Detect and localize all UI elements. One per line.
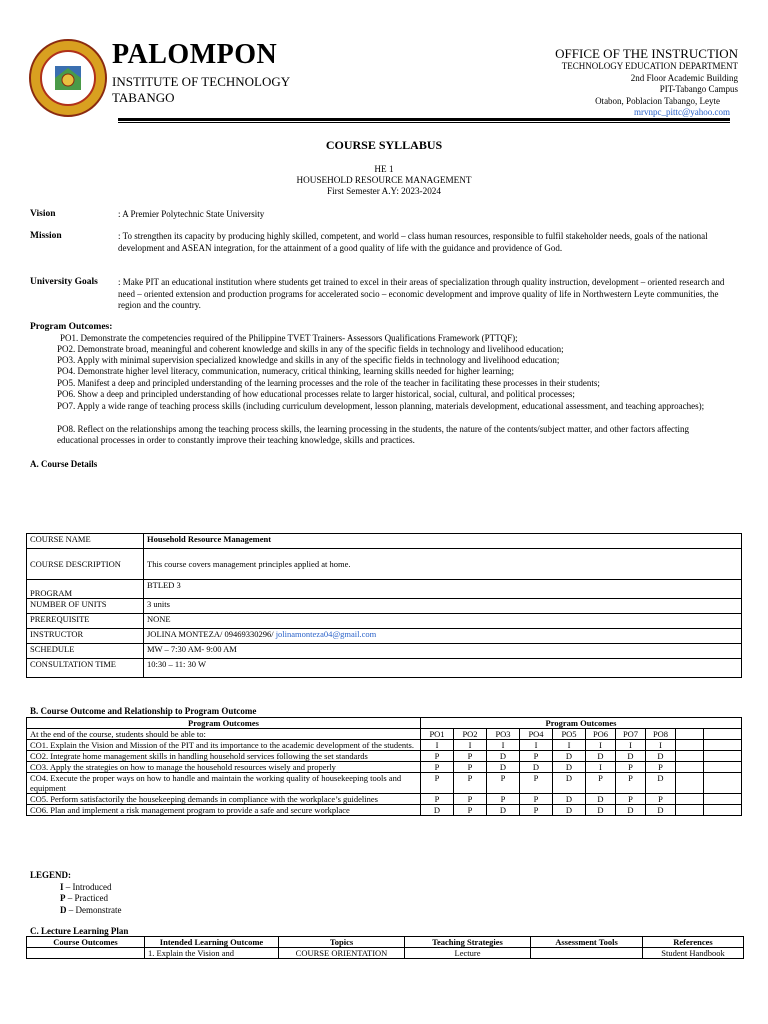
outcome-mark: D [487, 762, 520, 773]
address: Otabon, Poblacion Tabango, Leyte [595, 95, 720, 106]
detail-value [144, 629, 742, 644]
instructor-email-link[interactable]: jolinamonteza04@gmail.com [275, 629, 377, 639]
outcome-mark: I [586, 762, 616, 773]
outcome-mark: P [616, 794, 646, 805]
po-label: PO7 [616, 729, 646, 740]
semester: First Semester A.Y: 2023-2024 [327, 186, 441, 196]
outcome-mark: P [646, 794, 676, 805]
outcome-mark: D [616, 751, 646, 762]
outcome-mark: P [421, 751, 454, 762]
po-label: PO1 [421, 729, 454, 740]
detail-label: CONSULTATION TIME [27, 659, 144, 678]
program-outcome-item: PO1. Demonstrate the competencies required of the Philippine TVET Trainers- Assessors Qualifications Framework (PTTQF); [60, 333, 518, 343]
goals-label: University Goals [30, 277, 98, 287]
program-outcome-item: PO8. Reflect on the relationships among the teaching process skills, the learning processing in the students, the nature of the contents/subject matter, and other factors affecting educational processes in order to constantly improve their teaching knowledge, skills and practices. [57, 424, 690, 445]
table-header-row [27, 718, 742, 729]
outcome-mark: P [520, 773, 553, 794]
outcome-mark: P [421, 773, 454, 794]
outcome-mark: P [616, 773, 646, 794]
course-outcome: CO5. Perform satisfactorily the housekeeping demands in compliance with the workplace’s guidelines [27, 794, 421, 805]
table-row [27, 534, 742, 549]
institution-logo [28, 38, 108, 118]
empty-cell [676, 805, 704, 816]
department: TECHNOLOGY EDUCATION DEPARTMENT [561, 61, 738, 71]
table-row [27, 740, 742, 751]
header-cell: Course Outcomes [27, 937, 145, 948]
empty-cell [704, 805, 742, 816]
table-row [27, 614, 742, 629]
outcome-mark: P [646, 762, 676, 773]
detail-value: BTLED 3 [144, 580, 742, 599]
table-cell [27, 948, 145, 959]
outcome-mark: D [553, 805, 586, 816]
legend-item [30, 882, 121, 894]
table-row [27, 580, 742, 599]
outcome-mark: D [553, 773, 586, 794]
office-email[interactable]: mrvnpc_pittc@yahoo.com [633, 107, 730, 117]
outcome-mark: P [454, 794, 487, 805]
outcome-mark: P [520, 751, 553, 762]
header-cell: Assessment Tools [531, 937, 643, 948]
table-row [27, 629, 742, 644]
course-outcome: CO2. Integrate home management skills in handling household services following the set standards [27, 751, 421, 762]
header-program-outcomes: Program Outcomes [27, 718, 421, 729]
outcome-mark: P [421, 762, 454, 773]
course-outcome: CO3. Apply the strategies on how to manage the household resources wisely and properly [27, 762, 421, 773]
table-row [27, 659, 742, 678]
program-outcome-item: PO2. Demonstrate broad, meaningful and coherent knowledge and skills in any of the specific fields in technology and livelihood education; [57, 344, 564, 354]
header-cell: Topics [279, 937, 405, 948]
header-cell: Teaching Strategies [405, 937, 531, 948]
program-outcome-item: PO5. Manifest a deep and principled understanding of the learning processes and the role of the teacher in facilitating these processes in their students; [57, 378, 600, 388]
learning-plan-heading: C. Lecture Learning Plan [30, 926, 129, 936]
outcome-mark: P [454, 805, 487, 816]
table-cell: 1. Explain the Vision and [145, 948, 279, 959]
outcome-mark: D [586, 805, 616, 816]
outcome-mark: I [454, 740, 487, 751]
detail-value: Household Resource Management [144, 534, 742, 549]
office-block [555, 46, 738, 119]
outcome-mark: I [646, 740, 676, 751]
detail-label: COURSE NAME [27, 534, 144, 549]
outcome-mark: D [487, 805, 520, 816]
course-details-heading: A. Course Details [30, 459, 98, 469]
table-row [27, 805, 742, 816]
legend-key: D [60, 904, 67, 915]
intro-text: At the end of the course, students should be able to: [27, 729, 421, 740]
institution-campus: TABANGO [112, 90, 175, 105]
detail-label: INSTRUCTOR [27, 629, 144, 644]
header-program-outcomes: Program Outcomes [421, 718, 742, 729]
course-outcome: CO6. Plan and implement a risk management program to provide a safe and secure workplace [27, 805, 421, 816]
outcome-mark: D [553, 751, 586, 762]
empty-cell [704, 740, 742, 751]
outcome-mark: P [586, 773, 616, 794]
office-title: OFFICE OF THE INSTRUCTION [555, 46, 738, 61]
table-cell: Student Handbook [643, 948, 744, 959]
outcome-mark: I [487, 740, 520, 751]
outcome-mark: D [553, 794, 586, 805]
po-label: PO2 [454, 729, 487, 740]
mission-label: Mission [30, 231, 62, 241]
outcome-mark: P [454, 773, 487, 794]
table-cell: Lecture [405, 948, 531, 959]
legend-heading: LEGEND: [30, 870, 72, 880]
detail-value: This course covers management principles applied at home. [144, 549, 742, 580]
table-row [27, 773, 742, 794]
goals-text: : Make PIT an educational institution where students get trained to excel in their areas of specialization through quality instruction, development – oriented research and need – oriented extension and production programs for accelerated socio – economic development and improve quality of life in Northwestern Leyte communities, the region and the country. [118, 277, 725, 310]
program-outcome-item: PO7. Apply a wide range of teaching process skills (including curriculum development, lesson planning, materials development, educational assessment, and teaching approaches); [57, 401, 705, 411]
po-label: PO3 [487, 729, 520, 740]
empty-cell [676, 762, 704, 773]
syllabus-title: COURSE SYLLABUS [325, 138, 443, 152]
outcome-mark: D [646, 773, 676, 794]
legend-text: – Demonstrate [66, 904, 122, 915]
detail-label: PROGRAM [27, 580, 144, 599]
table-cell: COURSE ORIENTATION [279, 948, 405, 959]
empty-cell [704, 751, 742, 762]
detail-value: 3 units [144, 599, 742, 614]
outcome-mark: D [586, 794, 616, 805]
legend-text: – Introduced [63, 881, 112, 892]
relationship-heading: B. Course Outcome and Relationship to Program Outcome [30, 706, 257, 716]
po-label: PO8 [646, 729, 676, 740]
course-details-table [26, 533, 742, 678]
detail-value: MW – 7:30 AM- 9:00 AM [144, 644, 742, 659]
course-outcome: CO1. Explain the Vision and Mission of the PIT and its importance to the academic development of the students. [27, 740, 421, 751]
course-title: HOUSEHOLD RESOURCE MANAGEMENT [296, 175, 472, 185]
building: 2nd Floor Academic Building [630, 72, 738, 83]
empty-cell [676, 794, 704, 805]
outcome-mark: D [646, 751, 676, 762]
learning-plan-table [26, 936, 744, 959]
empty-cell [676, 729, 704, 740]
header-rule-thin [118, 122, 730, 123]
legend-item [30, 905, 121, 917]
course-code: HE 1 [374, 164, 394, 174]
outcome-mark: P [616, 762, 646, 773]
empty-cell [676, 740, 704, 751]
program-outcome-item: PO6. Show a deep and principled understanding of how educational processes relate to larger historical, social, cultural, and political processes; [57, 389, 575, 399]
outcome-mark: P [487, 773, 520, 794]
outcome-mark: P [487, 794, 520, 805]
detail-value: NONE [144, 614, 742, 629]
instructor-info: JOLINA MONTEZA/ 09469330296/ [147, 629, 276, 639]
header-cell: References [643, 937, 744, 948]
program-outcome-item: PO4. Demonstrate higher level literacy, communication, numeracy, critical thinking, learning skills needed for higher learning; [57, 366, 514, 376]
table-row [27, 751, 742, 762]
program-outcome-item: PO3. Apply with minimal supervision specialized knowledge and skills in any of the specific fields in technology and livelihood education; [57, 355, 560, 365]
mission-text: : To strengthen its capacity by producing highly skilled, competent, and world – class human resources, responsible to fulfil stakeholder needs, goals of the national development and ASEAN integration, for the attainment of a good quality of life with the guidance and providence of God. [118, 231, 708, 253]
outcome-mark: D [586, 751, 616, 762]
header-rule [118, 118, 730, 121]
outcome-mark: D [421, 805, 454, 816]
outcome-mark: D [553, 762, 586, 773]
empty-cell [676, 751, 704, 762]
legend-item [30, 893, 121, 905]
table-row [27, 729, 742, 740]
empty-cell [704, 794, 742, 805]
institution-name: PALOMPON [112, 39, 278, 70]
po-label: PO6 [586, 729, 616, 740]
outcome-mark: D [646, 805, 676, 816]
vision-label: Vision [30, 209, 56, 219]
legend-text: – Practiced [65, 893, 108, 903]
legend [30, 870, 121, 916]
empty-cell [676, 773, 704, 794]
detail-label: NUMBER OF UNITS [27, 599, 144, 614]
vision-text: : A Premier Polytechnic State University [118, 209, 265, 219]
outcome-mark: I [520, 740, 553, 751]
outcome-mark: P [421, 794, 454, 805]
detail-label: PREREQUISITE [27, 614, 144, 629]
outcome-mark: D [520, 762, 553, 773]
table-header-row [27, 937, 744, 948]
table-cell [531, 948, 643, 959]
course-outcome: CO4. Execute the proper ways on how to handle and maintain the working quality of housekeeping tools and equipment [27, 773, 421, 794]
outcome-mark: P [454, 751, 487, 762]
institution-subtitle: INSTITUTE OF TECHNOLOGY [112, 74, 291, 89]
outcome-mark: P [454, 762, 487, 773]
table-row [27, 644, 742, 659]
program-outcomes-heading: Program Outcomes: [30, 322, 113, 332]
table-row [27, 794, 742, 805]
outcome-mark: I [616, 740, 646, 751]
outcome-relationship-table [26, 717, 742, 816]
outcome-mark: I [421, 740, 454, 751]
empty-cell [704, 762, 742, 773]
outcome-mark: I [553, 740, 586, 751]
empty-cell [704, 773, 742, 794]
header-cell: Intended Learning Outcome [145, 937, 279, 948]
po-label: PO4 [520, 729, 553, 740]
legend-key: P [60, 893, 66, 903]
legend-key: I [60, 881, 64, 892]
outcome-mark: P [520, 805, 553, 816]
detail-label: SCHEDULE [27, 644, 144, 659]
table-row [27, 599, 742, 614]
table-row [27, 948, 744, 959]
table-row [27, 549, 742, 580]
empty-cell [704, 729, 742, 740]
outcome-mark: I [586, 740, 616, 751]
table-row [27, 762, 742, 773]
detail-label: COURSE DESCRIPTION [27, 549, 144, 580]
outcome-mark: P [520, 794, 553, 805]
detail-value: 10:30 – 11: 30 W [144, 659, 742, 678]
po-label: PO5 [553, 729, 586, 740]
campus: PIT-Tabango Campus [659, 84, 738, 94]
outcome-mark: D [616, 805, 646, 816]
outcome-mark: D [487, 751, 520, 762]
